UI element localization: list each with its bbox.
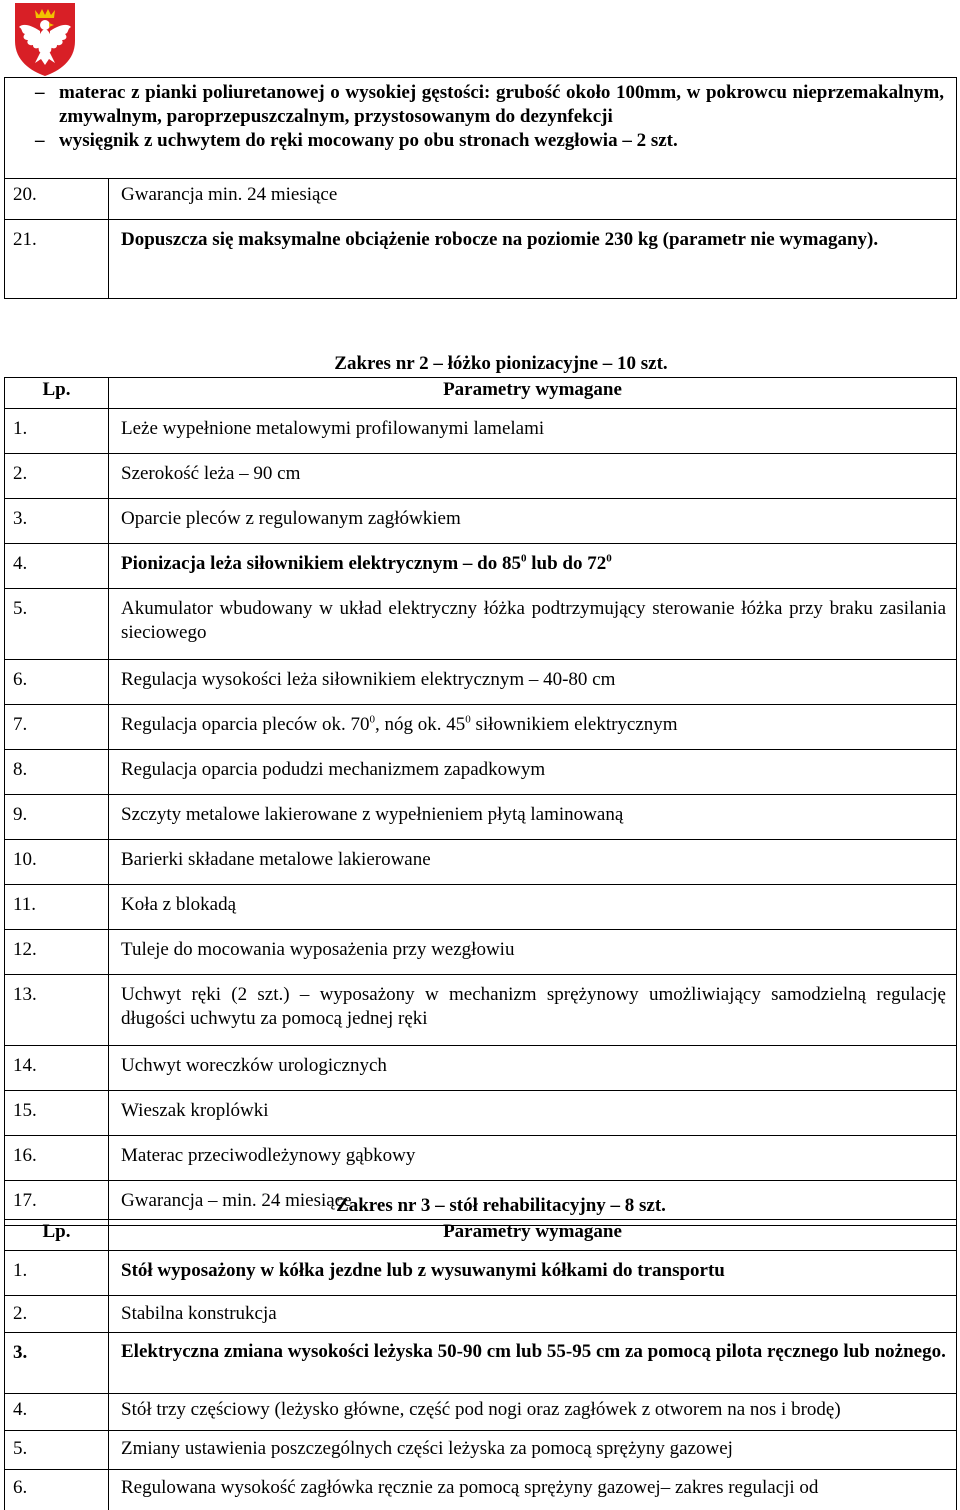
row-number: 10. xyxy=(5,840,109,885)
row-number: 2. xyxy=(5,454,109,499)
table-header-row xyxy=(5,378,957,409)
table-row xyxy=(5,544,957,589)
row-number: 5. xyxy=(5,589,109,660)
row-number: 20. xyxy=(5,179,109,220)
table-row xyxy=(5,78,957,179)
row-number: 7. xyxy=(5,705,109,750)
table-row xyxy=(5,1046,957,1091)
bullet-mark: – xyxy=(35,129,59,153)
row-text: Stół wyposażony w kółka jezdne lub z wysuwanymi kółkami do transportu xyxy=(109,1251,957,1296)
spec-table-zakres-3 xyxy=(4,1219,957,1510)
row-text: Gwarancja – min. 24 miesiące xyxy=(109,1181,957,1226)
row-text: Gwarancja min. 24 miesiące xyxy=(109,179,957,220)
row-number: 3. xyxy=(5,1333,109,1394)
table-header-row xyxy=(5,1220,957,1251)
table-row xyxy=(5,1251,957,1296)
row-number: 4. xyxy=(5,1394,109,1431)
row-number: 6. xyxy=(5,660,109,705)
row-number: 9. xyxy=(5,795,109,840)
bullet-cell xyxy=(5,78,957,179)
list-item xyxy=(5,129,944,153)
table-row xyxy=(5,840,957,885)
row-text: Regulacja oparcia pleców ok. $70^0$, nóg ok. $45^0$ siłownikiem elektrycznym xyxy=(109,705,957,750)
row-text: Uchwyt woreczków urologicznych xyxy=(109,1046,957,1091)
row-text: Regulacja oparcia podudzi mechanizmem zapadkowym xyxy=(109,750,957,795)
table-row xyxy=(5,179,957,220)
row-text: Wieszak kroplówki xyxy=(109,1091,957,1136)
row-text: Stół trzy częściowy (leżysko główne, część pod nogi oraz zagłówek z otworem na nos i brodę) xyxy=(109,1394,957,1431)
row-text: Dopuszcza się maksymalne obciążenie robocze na poziomie 230 kg (parametr nie wymagany). xyxy=(109,220,957,299)
row-number: 15. xyxy=(5,1091,109,1136)
row-text: Stabilna konstrukcja xyxy=(109,1296,957,1333)
row-text: Regulowana wysokość zagłówka ręcznie za pomocą sprężyny gazowej– zakres regulacji od xyxy=(109,1470,957,1510)
row-text: Szerokość leża – 90 cm xyxy=(109,454,957,499)
row-number: 2. xyxy=(5,1296,109,1333)
row-number: 4. xyxy=(5,544,109,589)
row-text: Leże wypełnione metalowymi profilowanymi lamelami xyxy=(109,409,957,454)
row-number: 16. xyxy=(5,1136,109,1181)
row-text: Oparcie pleców z regulowanym zagłówkiem xyxy=(109,499,957,544)
table-row xyxy=(5,1431,957,1470)
row-number: 17. xyxy=(5,1181,109,1226)
bullet-mark: – xyxy=(35,81,59,129)
table-row xyxy=(5,705,957,750)
table-row xyxy=(5,1296,957,1333)
list-item xyxy=(5,81,944,129)
column-header-lp: Lp. xyxy=(5,378,109,409)
table-row xyxy=(5,454,957,499)
bullet-text: materac z pianki poliuretanowej o wysokiej gęstości: grubość około 100mm, w pokrowcu nieprzemakalnym, zmywalnym, paroprzepuszczalnym, przystosowanym do dezynfekcji xyxy=(59,81,944,129)
column-header-lp: Lp. xyxy=(5,1220,109,1251)
table-row xyxy=(5,1091,957,1136)
row-number: 3. xyxy=(5,499,109,544)
row-number: 21. xyxy=(5,220,109,299)
row-text: Barierki składane metalowe lakierowane xyxy=(109,840,957,885)
row-number: 1. xyxy=(5,1251,109,1296)
table-row xyxy=(5,975,957,1046)
row-number: 13. xyxy=(5,975,109,1046)
table-row xyxy=(5,499,957,544)
table-row xyxy=(5,1470,957,1510)
table-row xyxy=(5,660,957,705)
row-number: 1. xyxy=(5,409,109,454)
row-text: Akumulator wbudowany w układ elektryczny łóżka podtrzymujący sterowanie łóżka przy braku zasilania sieciowego xyxy=(109,589,957,660)
table-row xyxy=(5,885,957,930)
section-title: Zakres nr 3 – stół rehabilitacyjny – 8 szt. xyxy=(0,1195,960,1217)
spec-table-zakres-2 xyxy=(4,377,957,1226)
column-header-params: Parametry wymagane xyxy=(109,1220,957,1251)
row-number: 6. xyxy=(5,1470,109,1510)
table-row xyxy=(5,930,957,975)
table-row xyxy=(5,409,957,454)
table-row xyxy=(5,220,957,299)
row-text: Szczyty metalowe lakierowane z wypełnieniem płytą laminowaną xyxy=(109,795,957,840)
section-title: Zakres nr 2 – łóżko pionizacyjne – 10 szt. xyxy=(0,353,960,375)
row-text: Uchwyt ręki (2 szt.) – wyposażony w mechanizm sprężynowy umożliwiający samodzielną regulację długości uchwytu za pomocą jednej ręki xyxy=(109,975,957,1046)
row-text: Materac przeciwodleżynowy gąbkowy xyxy=(109,1136,957,1181)
row-number: 8. xyxy=(5,750,109,795)
row-text: Pionizacja leża siłownikiem elektrycznym – do $85^0$ lub do $72^0$ xyxy=(109,544,957,589)
coat-of-arms-logo xyxy=(13,1,77,77)
spec-table-continuation xyxy=(4,77,957,299)
row-number: 11. xyxy=(5,885,109,930)
table-row xyxy=(5,1136,957,1181)
bullet-text: wysięgnik z uchwytem do ręki mocowany po obu stronach wezgłowia – 2 szt. xyxy=(59,129,944,153)
row-text: Elektryczna zmiana wysokości leżyska 50-90 cm lub 55-95 cm za pomocą pilota ręcznego lub nożnego. xyxy=(109,1333,957,1394)
row-text: Tuleje do mocowania wyposażenia przy wezgłowiu xyxy=(109,930,957,975)
column-header-params: Parametry wymagane xyxy=(109,378,957,409)
row-text: Zmiany ustawienia poszczególnych części leżyska za pomocą sprężyny gazowej xyxy=(109,1431,957,1470)
row-text: Regulacja wysokości leża siłownikiem elektrycznym – 40-80 cm xyxy=(109,660,957,705)
table-row xyxy=(5,1394,957,1431)
table-row xyxy=(5,1333,957,1394)
row-number: 14. xyxy=(5,1046,109,1091)
row-number: 5. xyxy=(5,1431,109,1470)
table-row xyxy=(5,589,957,660)
row-text: Koła z blokadą xyxy=(109,885,957,930)
table-row xyxy=(5,750,957,795)
table-row xyxy=(5,795,957,840)
row-number: 12. xyxy=(5,930,109,975)
